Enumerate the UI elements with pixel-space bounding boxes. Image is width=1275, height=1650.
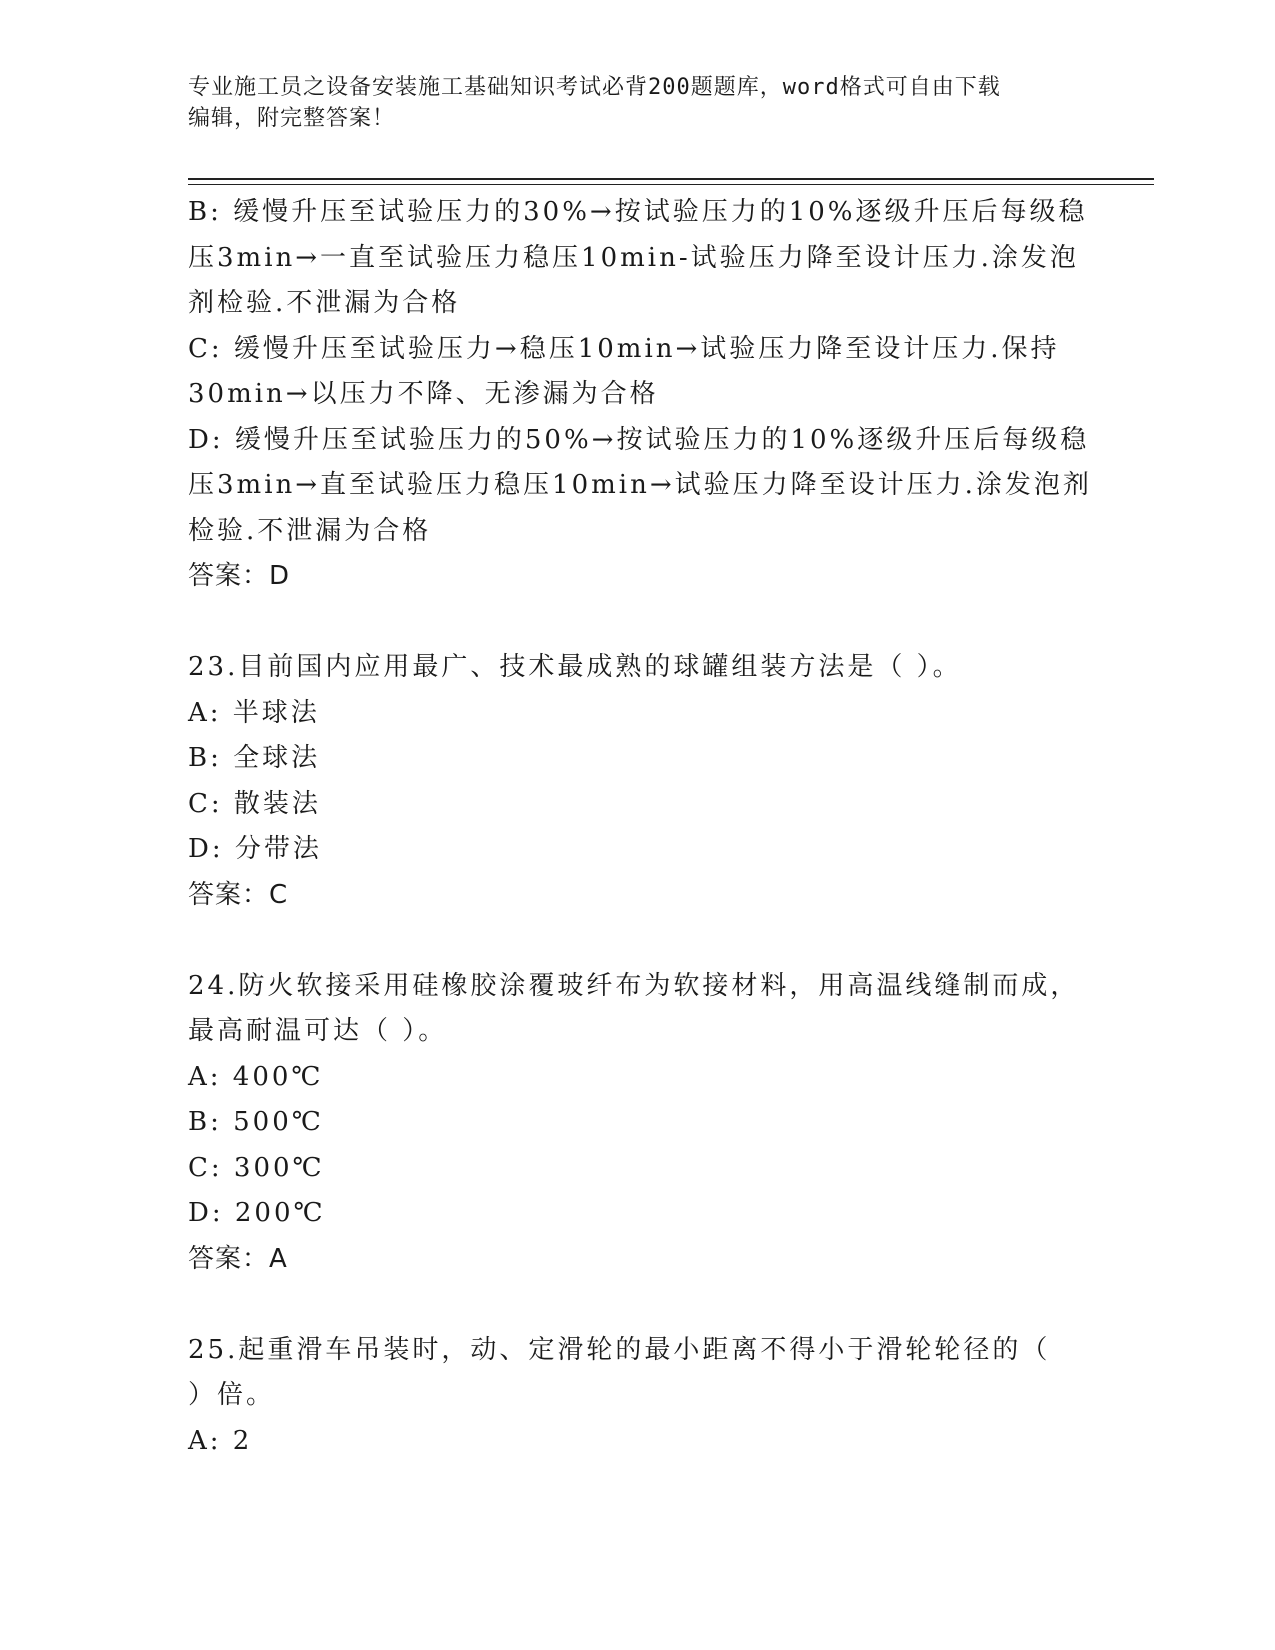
spacer (188, 600, 1088, 646)
document-body (188, 190, 1092, 1464)
question-line: ）倍。 (188, 1380, 276, 1410)
option-line: C: 缓慢升压至试验压力→稳压10min→试验压力降至设计压力.保持 (188, 333, 1060, 364)
question-25-text (188, 1328, 1088, 1419)
question-25-option-a: A: 2 (188, 1425, 253, 1456)
option-line: B: 缓慢升压至试验压力的30%→按试验压力的10%逐级升压后每级稳 (188, 197, 1088, 227)
question-22-option-d (188, 418, 1092, 555)
option-line: 压3min→一直至试验压力稳压10min-试验压力降至设计压力.涂发泡 (188, 242, 1079, 273)
question-24-answer: 答案：A (188, 1243, 288, 1274)
header-title-line-2: 编辑，附完整答案！ (188, 106, 396, 131)
question-22-option-c (188, 327, 1088, 418)
question-23-option-d: D: 分带法 (188, 834, 322, 864)
question-24-option-d: D: 200℃ (188, 1198, 326, 1228)
option-line: 30min→以压力不降、无渗漏为合格 (188, 379, 659, 409)
spacer (188, 918, 1088, 964)
option-line: 压3min→直至试验压力稳压10min→试验压力降至设计压力.涂发泡剂 (188, 470, 1092, 500)
question-23-text: 23.目前国内应用最广、技术最成熟的球罐组装方法是（ ）。 (188, 652, 962, 682)
header-rule-thin (188, 184, 1154, 185)
document-header (188, 72, 1068, 134)
header-rule-thick (188, 178, 1154, 180)
question-24-text (188, 964, 1088, 1055)
question-23-option-a: A: 半球法 (188, 697, 320, 728)
question-line: 25.起重滑车吊装时，动、定滑轮的最小距离不得小于滑轮轮径的（ (188, 1334, 1051, 1365)
question-line: 24.防火软接采用硅橡胶涂覆玻纤布为软接材料，用高温线缝制而成， (188, 970, 1080, 1001)
spacer (188, 1282, 1088, 1328)
question-line: 最高耐温可达（ ）。 (188, 1016, 448, 1046)
question-24-option-c: C: 300℃ (188, 1152, 325, 1183)
question-24-option-b: B: 500℃ (188, 1107, 324, 1137)
question-22-option-b (188, 190, 1088, 327)
option-line: D: 缓慢升压至试验压力的50%→按试验压力的10%逐级升压后每级稳 (188, 424, 1090, 455)
question-24-option-a: A: 400℃ (188, 1061, 324, 1092)
header-title-line-1: 专业施工员之设备安装施工基础知识考试必背200题题库，word格式可自由下载 (188, 75, 1001, 100)
option-line: 检验.不泄漏为合格 (188, 515, 432, 546)
question-22-answer: 答案：D (188, 561, 291, 591)
question-23-option-c: C: 散装法 (188, 788, 321, 819)
question-23-option-b: B: 全球法 (188, 743, 321, 773)
question-23-answer: 答案：C (188, 879, 289, 910)
option-line: 剂检验.不泄漏为合格 (188, 288, 461, 318)
